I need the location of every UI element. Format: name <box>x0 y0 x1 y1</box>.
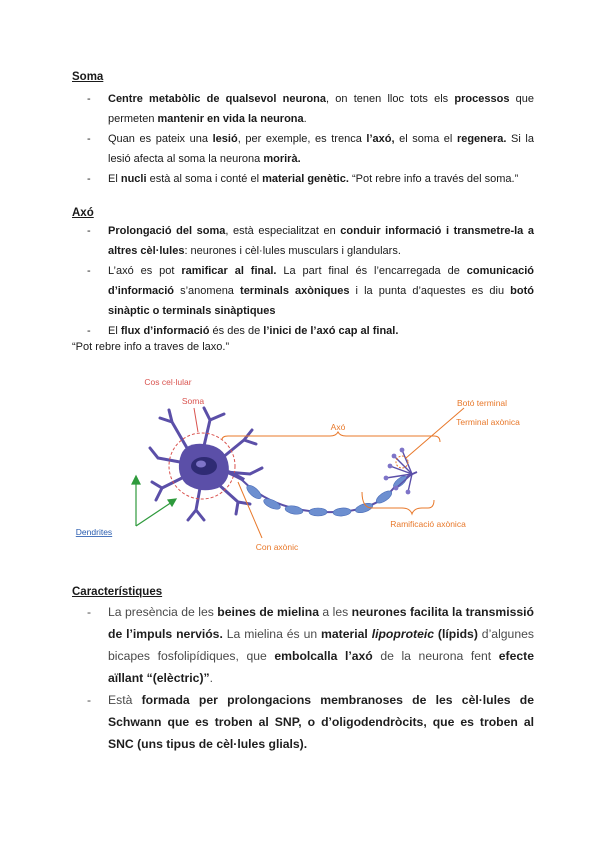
text-run: . <box>303 113 307 125</box>
text-run: processos <box>454 93 510 105</box>
text-run: comunicació d’informació <box>108 265 534 297</box>
soma-pointer-line <box>194 408 198 432</box>
list-item: - Quan es pateix una lesió, per exemple, es trenca l’axó, el soma el regenera. Si la lesió afecta al soma la neurona morirà. <box>87 133 534 165</box>
text-run: , per exemple, es trenca <box>237 133 367 145</box>
text-run: el soma el <box>394 133 457 145</box>
soma-heading: Soma <box>72 71 104 83</box>
text-run: mantenir en vida la neurona <box>157 113 304 125</box>
axo-quote: “Pot rebre info a traves de laxo.” <box>72 341 230 353</box>
text-run: Centre metabòlic de qualsevol neurona <box>108 93 327 105</box>
neuron-diagram <box>72 370 542 560</box>
text-run: neurones facilita la transmissió de l’impuls nerviós. <box>108 605 534 641</box>
myelin-sheaths <box>245 474 409 517</box>
label-terminal-axonica: Terminal axònica <box>456 417 520 427</box>
text-run: Si la lesió afecta al soma la neurona <box>108 133 534 165</box>
text-run: La mielina és un <box>222 627 322 641</box>
text-run: està al soma i conté el <box>146 173 263 185</box>
text-run: lipoproteic <box>371 627 435 641</box>
text-run: lesió <box>212 133 238 145</box>
text-run: Està <box>108 693 142 707</box>
text-run: . <box>209 671 213 685</box>
soma-bullet-list <box>72 89 534 189</box>
text-run: L’axó es pot <box>108 265 182 277</box>
text-run: l’axó, <box>366 133 395 145</box>
text-run: ramificar al final. <box>181 265 277 277</box>
label-ramificacio-axonica: Ramificació axònica <box>390 519 466 529</box>
text-run: és des de <box>209 325 264 337</box>
text-run: “Pot rebre info a través del soma.” <box>348 173 519 185</box>
text-run: embolcalla l’axó <box>274 649 373 663</box>
label-boto-terminal: Botó terminal <box>456 398 508 408</box>
text-run: i la punta d’aquestes es diu <box>349 285 511 297</box>
text-run: conduir informació i transmetre-la a altres cèl·lules <box>108 225 534 257</box>
list-item: - Està formada per prolongacions membranoses de les cèl·lules de Schwann que es troben al SNP, o d’oligodendròcits, que es troben al SNC (uns tipus de cèl·lules glials). <box>87 693 535 751</box>
label-cos-cellular: Cos cel·lular <box>144 377 192 387</box>
text-run: a les <box>318 605 352 619</box>
list-item: - L’axó es pot ramificar al final. La part final és l’encarregada de comunicació d’informació s’anomena terminals axòniques i la punta d’aquestes es diu botó sinàptic o terminals sinàptiques <box>87 265 534 317</box>
text-run: terminals axòniques <box>240 285 350 297</box>
text-run: nucli <box>120 173 147 185</box>
text-run: morirà. <box>263 153 301 165</box>
list-item: - La presència de les beines de mielina a les neurones facilita la transmissió de l’impuls nerviós. La mielina és un material lipoproteic (lípids) d’algunes bicapes fosfolipídiques, que embolcalla l’axó de la neurona fent efecte aïllant “(elèctric)”. <box>87 605 534 685</box>
text-run: de la neurona fent <box>372 649 499 663</box>
label-con-axonic: Con axònic <box>255 542 299 552</box>
text-run: botó sinàptic o terminals sinàptiques <box>108 285 534 317</box>
text-run: El <box>108 173 121 185</box>
text-run: material <box>321 627 372 641</box>
label-soma: Soma <box>181 396 205 406</box>
text-run: material genètic. <box>262 173 349 185</box>
ramificacio-brace <box>362 492 434 514</box>
list-item: - El flux d’informació és des de l’inici de l’axó cap al final. <box>87 325 399 337</box>
text-run: beines de mielina <box>217 605 319 619</box>
synaptic-boutons <box>384 448 411 495</box>
text-run: regenera. <box>456 133 507 145</box>
label-dendrites: Dendrites <box>75 527 113 537</box>
text-run: : neurones i cèl·lules musculars i glandulars. <box>184 245 401 257</box>
text-run: flux d’informació <box>120 325 210 337</box>
text-run: La presència de les <box>108 605 218 619</box>
boto-terminal-pointer <box>406 408 464 458</box>
caracteristiques-heading: Característiques <box>72 586 163 598</box>
list-item: - Prolongació del soma, està especialitzat en conduir informació i transmetre-la a altres cèl·lules: neurones i cèl·lules musculars i glandulars. <box>87 225 534 257</box>
text-run: La part final és l’encarregada de <box>276 265 467 277</box>
list-item: - Centre metabòlic de qualsevol neurona, on tenen lloc tots els processos que permeten mantenir en vida la neurona. <box>87 93 535 125</box>
text-run: que permeten <box>108 93 535 125</box>
text-run: , està especialitzat en <box>225 225 341 237</box>
text-run: efecte aïllant “(elèctric)” <box>108 649 534 685</box>
nucleolus-shape <box>196 461 206 468</box>
axo-heading: Axó <box>72 207 94 219</box>
text-run: , on tenen lloc tots els <box>326 93 455 105</box>
text-run: (lípids) <box>434 627 478 641</box>
text-run: d’algunes bicapes fosfolipídiques, que <box>108 627 534 663</box>
axo-bullet-list <box>72 221 534 341</box>
text-run: Prolongació del soma <box>108 225 226 237</box>
text-run: El <box>108 325 121 337</box>
text-run: l’inici de l’axó cap al final. <box>263 325 399 337</box>
list-item: - El nucli està al soma i conté el material genètic. “Pot rebre info a través del soma.” <box>87 173 519 185</box>
label-axo: Axó <box>330 422 346 432</box>
caracteristiques-bullet-list <box>72 601 534 755</box>
axo-brace <box>222 432 440 442</box>
text-run: Quan es pateix una <box>108 133 213 145</box>
text-run: formada per prolongacions membranoses de les cèl·lules de Schwann que es troben al SNP, o d’oligodendròcits, que es troben al SNC (uns tipus de cèl·lules glials). <box>108 693 535 751</box>
text-run: s’anomena <box>174 285 241 297</box>
